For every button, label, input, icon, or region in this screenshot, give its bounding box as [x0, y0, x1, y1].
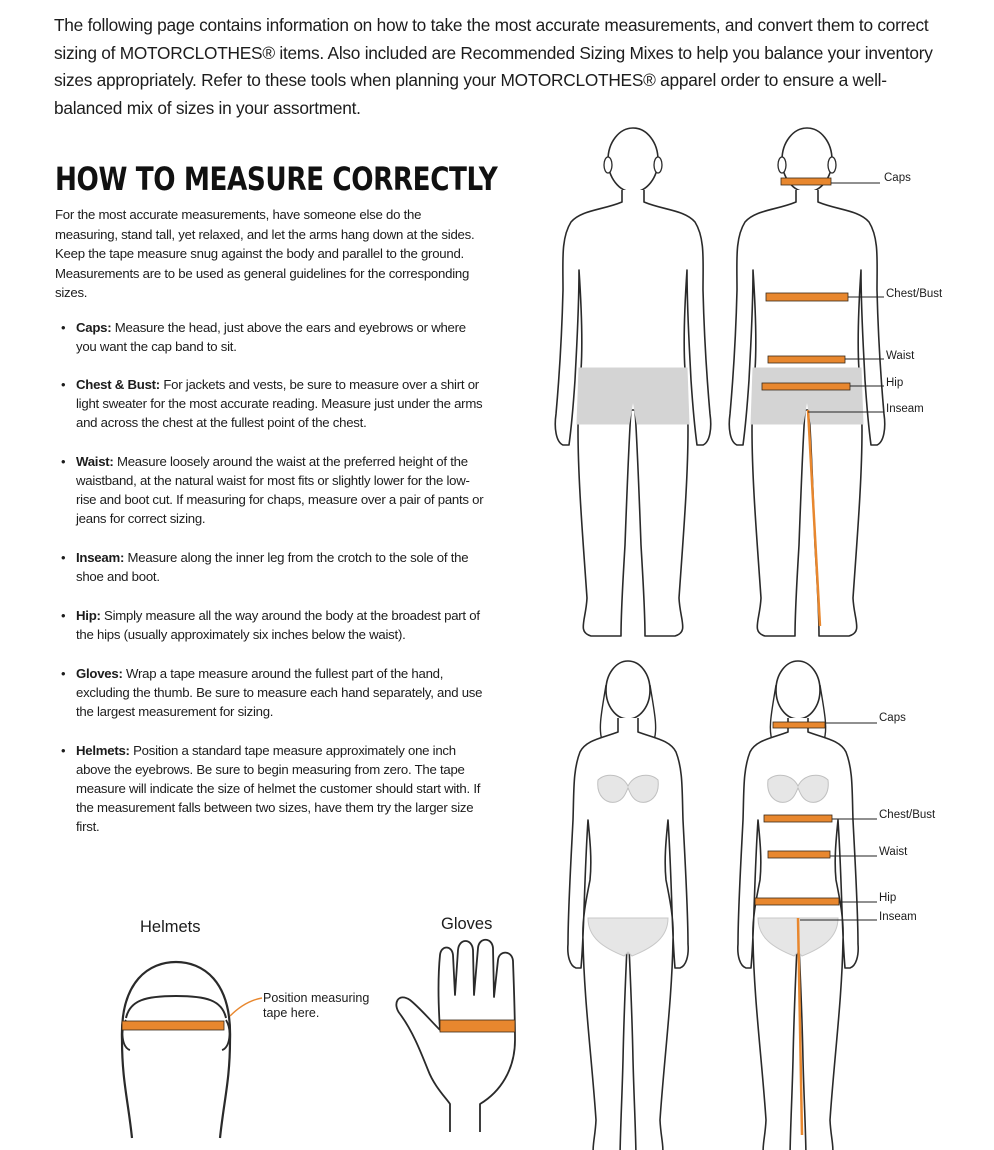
glove-hand-illustration: [396, 940, 515, 1132]
helmet-title: Helmets: [140, 918, 201, 936]
male-label-caps: Caps: [884, 172, 911, 184]
helmet-note-line2: tape here.: [263, 1006, 320, 1020]
male-label-inseam: Inseam: [886, 403, 924, 415]
lead-paragraph: For the most accurate measurements, have someone else do the measuring, stand tall, yet relaxed, and let the arms hang down at the sides. Keep the tape measure snug against the body and parallel to the ground. Measurements are to be used as general guidelines for the corresponding sizes.: [55, 207, 475, 300]
female-label-inseam: Inseam: [879, 911, 917, 923]
male-label-waist: Waist: [886, 350, 915, 362]
tip-text: Measure the head, just above the ears and eyebrows or where you want the cap band to sit.: [76, 320, 466, 354]
tip-text: Measure along the inner leg from the crotch to the sole of the shoe and boot.: [76, 550, 469, 584]
male-waist-tape: [768, 356, 845, 363]
page-heading: HOW TO MEASURE CORRECTLY: [55, 160, 498, 198]
female-chest-tape: [764, 815, 832, 822]
tip-text: Simply measure all the way around the body at the broadest part of the hips (usually approximately six inches below the waist).: [76, 608, 480, 642]
helmet-tape: [122, 1021, 224, 1030]
male-chest-tape: [766, 293, 848, 301]
female-label-hip: Hip: [879, 892, 897, 904]
tip-term: Chest & Bust:: [76, 377, 160, 392]
tip-term: Gloves:: [76, 666, 123, 681]
intro-paragraph: The following page contains information on how to take the most accurate measurements, and convert them to correct sizing of MOTORCLOTHES® items. Also included are Recommended Sizing Mixes to help you balance your inventory sizes appropriately. Refer to these tools when planning your MOTORCLOTHES® apparel order to ensure a well-balanced mix of sizes in your assortment.: [54, 15, 933, 118]
helmet-head-illustration: [122, 962, 262, 1138]
gloves-title: Gloves: [441, 915, 493, 933]
tip-text: For jackets and vests, be sure to measure over a shirt or light sweater for the most accurate reading. Measure just under the arms and across the chest at the fullest point of the chest.: [76, 377, 483, 430]
tip-text: Wrap a tape measure around the fullest part of the hand, excluding the thumb. Be sure to measure each hand separately, and use the largest measurement for sizing.: [76, 666, 483, 719]
tip-term: Waist:: [76, 454, 114, 469]
male-figure-back: [555, 128, 710, 636]
female-cap-tape: [773, 722, 825, 728]
female-hip-tape: [755, 898, 839, 905]
tip-text: Position a standard tape measure approximately one inch above the eyebrows. Be sure to begin measuring from zero. The tape measure will indicate the size of helmet the customer should start with. If the measurement falls between two sizes, have them try the larger size first.: [76, 743, 481, 834]
helmet-note-line1: Position measuring: [263, 991, 370, 1005]
female-label-caps: Caps: [879, 712, 906, 724]
male-figure-front: [729, 128, 884, 636]
female-waist-tape: [768, 851, 830, 858]
male-label-chest: Chest/Bust: [886, 288, 943, 300]
female-label-waist: Waist: [879, 846, 908, 858]
male-cap-tape: [781, 178, 831, 185]
male-label-hip: Hip: [886, 377, 904, 389]
female-figure-back: [568, 661, 688, 1150]
female-figure-front: [738, 661, 858, 1150]
tip-text: Measure loosely around the waist at the preferred height of the waistband, at the natural waist for most fits or slightly lower for the low-rise and boot cut. If measuring for chaps, measure over a pair of pants or jeans for correct sizing.: [76, 454, 484, 526]
tip-term: Hip:: [76, 608, 101, 623]
tip-term: Helmets:: [76, 743, 130, 758]
female-label-chest: Chest/Bust: [879, 809, 936, 821]
tip-term: Inseam:: [76, 550, 125, 565]
male-hip-tape: [762, 383, 850, 390]
glove-tape: [440, 1020, 515, 1032]
tip-term: Caps:: [76, 320, 112, 335]
